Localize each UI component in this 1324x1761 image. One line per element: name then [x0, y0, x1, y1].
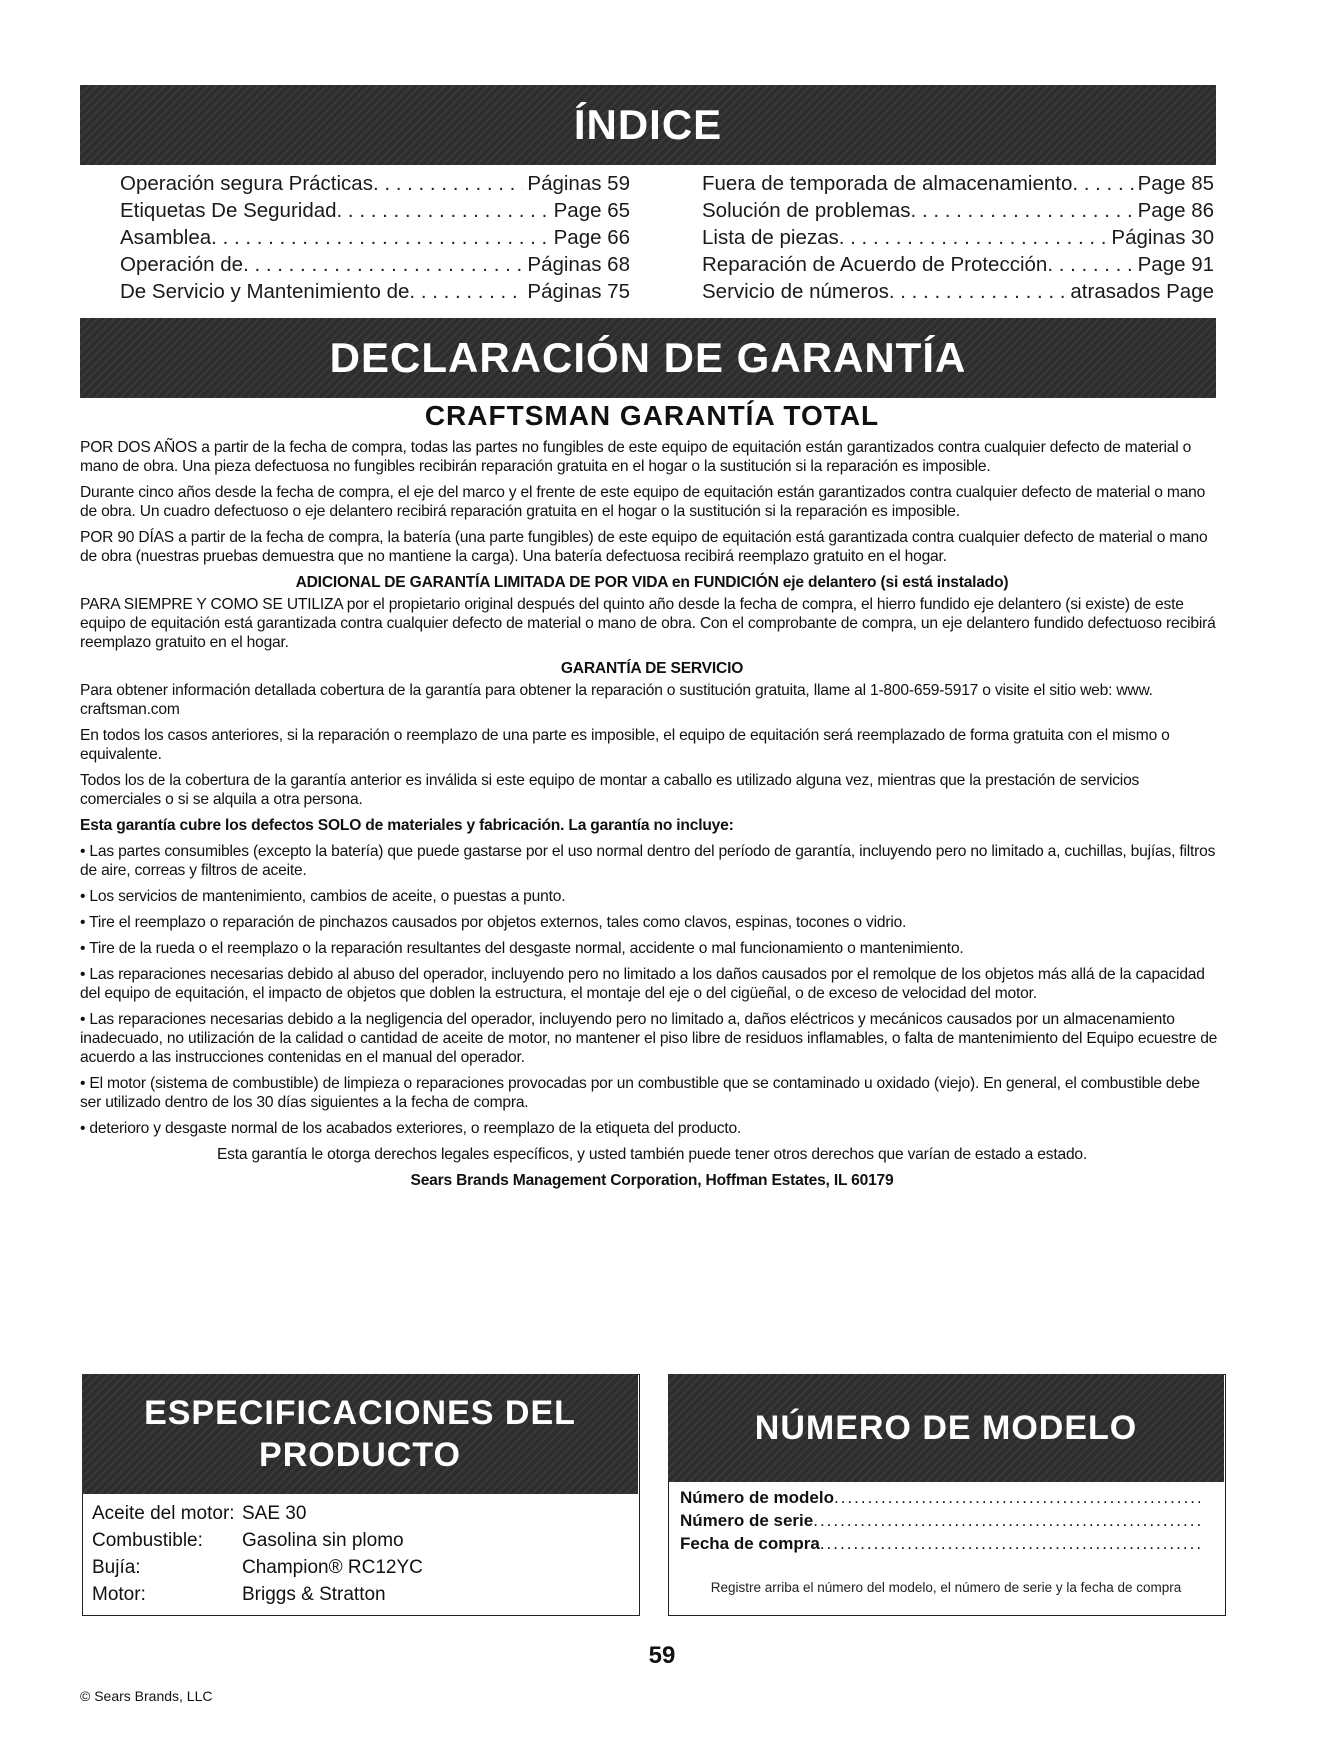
exclusion-item: • Las reparaciones necesarias debido al abuso del operador, incluyendo pero no limitado a los daños causados por el remolque de los objetos más allá de la capacidad del equipo de equitación, el impacto de objetos que doblen la estructura, el montaje del eje o del cigüeñal, o de exceso de velocidad del motor.	[80, 966, 1205, 1002]
exclusion-item: • Las partes consumibles (excepto la batería) que puede gastarse por el uso normal dentro del período de garantía, incluyendo pero no limitado a, cuchillas, bujías, filtros de aire, correas y filtros de aceite.	[80, 843, 1216, 879]
warranty-header: DECLARACIÓN DE GARANTÍA	[80, 318, 1216, 398]
specs-list	[92, 1500, 423, 1608]
service-warranty-heading: GARANTÍA DE SERVICIO	[560, 660, 744, 677]
lifetime-warranty-heading: ADICIONAL DE GARANTÍA LIMITADA DE POR VIDA en FUNDICIÓN eje delantero (si está instalado)	[295, 574, 1009, 591]
model-note: Registre arriba el número del modelo, el número de serie y la fecha de compra	[710, 1580, 1182, 1595]
toc-right-column	[702, 170, 1214, 305]
purchase-date-field: Fecha de compra .....	[680, 1532, 1200, 1555]
spec-row: Aceite del motor: SAE 30	[92, 1503, 307, 1524]
warranty-paragraph: Todos los de la cobertura de la garantía anterior es inválida si este equipo de montar a caballo es utilizado alguna vez, mientras que la prestación de servicios comerciales o si se alquila a otra persona.	[80, 772, 1140, 808]
company-address: Sears Brands Management Corporation, Hoffman Estates, IL 60179	[410, 1172, 894, 1189]
warranty-paragraph: PARA SIEMPRE Y COMO SE UTILIZA por el propietario original después del quinto año desde la fecha de compra, el hierro fundido eje delantero (si existe) de este equipo de equitación está garantizada contra cualquier defecto de material o mano de obra. Con el comprobante de compra, un eje delantero fundido defectuoso recibirá reemplazo gratuito en el hogar.	[80, 596, 1216, 651]
toc-entry: Servicio de números . . . atrasados Page	[702, 278, 1214, 305]
legal-rights-text: Esta garantía le otorga derechos legales específicos, y usted también puede tener otros derechos que varían de estado a estado.	[216, 1146, 1088, 1163]
warranty-paragraph: En todos los casos anteriores, si la reparación o reemplazo de una parte es imposible, el equipo de equitación será reemplazado de forma gratuita con el mismo o equivalente.	[80, 727, 1170, 763]
warranty-body	[80, 438, 1224, 1193]
warranty-title: CRAFTSMAN GARANTÍA TOTAL	[424, 400, 880, 431]
exclusion-item: • Tire de la rueda o el reemplazo o la reparación resultantes del desgaste normal, accidente o mal funcionamiento o mantenimiento.	[80, 940, 964, 957]
spec-row: Bujía: Champion® RC12YC	[92, 1557, 423, 1578]
copyright-footer: © Sears Brands, LLC	[80, 1688, 213, 1704]
model-header: NÚMERO DE MODELO	[668, 1374, 1224, 1482]
warranty-paragraph: Para obtener información detallada cobertura de la garantía para obtener la reparación o sustitución gratuita, llame al 1-800-659-5917 o visite el sitio web: www. craftsman.com	[80, 682, 1153, 718]
warranty-paragraph: Durante cinco años desde la fecha de compra, el eje del marco y el frente de este equipo de equitación están garantizados contra cualquier defecto de material o mano de obra. Un cuadro defectuoso o eje delantero recibirá reparación gratuita en el hogar o la sustitución si la reparación es imposible.	[80, 484, 1206, 520]
spec-row: Motor: Briggs & Stratton	[92, 1584, 386, 1605]
toc-entry: Operación segura Prácticas . . . Páginas 59	[120, 170, 630, 197]
toc-entry: De Servicio y Mantenimiento de . . . Páginas 75	[120, 278, 630, 305]
exclusion-item: • Las reparaciones necesarias debido a la negligencia del operador, incluyendo pero no limitado a, daños eléctricos y mecánicos causados por un almacenamiento inadecuado, no utilización de la calidad o cantidad de aceite de motor, no mantener el piso libre de residuos inflamables, o falta de mantenimiento del Equipo ecuestre de acuerdo a las instrucciones contenidas en el manual del operador.	[80, 1011, 1218, 1066]
exclusion-item: • Los servicios de mantenimiento, cambios de aceite, o puestas a punto.	[80, 888, 566, 905]
model-fields	[680, 1486, 1200, 1555]
indice-header: ÍNDICE	[80, 85, 1216, 165]
warranty-paragraph: POR DOS AÑOS a partir de la fecha de compra, todas las partes no fungibles de este equipo de equitación están garantizados contra cualquier defecto de material o mano de obra. Una pieza defectuosa no fungibles recibirán reparación gratuita en el hogar o la sustitución si la reparación es imposible.	[80, 439, 1192, 475]
spec-row: Combustible: Gasolina sin plomo	[92, 1530, 404, 1551]
toc-entry: Solución de problemas . . . Page 86	[702, 197, 1214, 224]
toc-left-column	[120, 170, 630, 305]
model-number-field: Número de modelo .....	[680, 1486, 1200, 1509]
toc-entry: Asamblea . . . Page 66	[120, 224, 630, 251]
toc-entry: Lista de piezas . . . Páginas 30	[702, 224, 1214, 251]
toc-entry: Etiquetas De Seguridad . . . Page 65	[120, 197, 630, 224]
toc-entry: Reparación de Acuerdo de Protección . . . Page 91	[702, 251, 1214, 278]
coverage-heading: Esta garantía cubre los defectos SOLO de materiales y fabricación. La garantía no incluye:	[80, 817, 734, 834]
warranty-paragraph: POR 90 DÍAS a partir de la fecha de compra, la batería (una parte fungibles) de este equipo de equitación está garantizada contra cualquier defecto de material o mano de obra (nuestras pruebas demuestra que no mantiene la carga). Una batería defectuosa recibirá reemplazo gratuito en el hogar.	[80, 529, 1208, 565]
exclusion-item: • deterioro y desgaste normal de los acabados exteriores, o reemplazo de la etiqueta del producto.	[80, 1120, 742, 1137]
toc-entry: Fuera de temporada de almacenamiento . . . Page 85	[702, 170, 1214, 197]
page-number: 59	[648, 1642, 676, 1669]
specs-header: ESPECIFICACIONES DEL PRODUCTO	[82, 1374, 638, 1494]
exclusion-item: • El motor (sistema de combustible) de limpieza o reparaciones provocadas por un combustible que se contaminado u oxidado (viejo). En general, el combustible debe ser utilizado dentro de los 30 días siguientes a la fecha de compra.	[80, 1075, 1200, 1111]
toc-entry: Operación de . . . Páginas 68	[120, 251, 630, 278]
serial-number-field: Número de serie .....	[680, 1509, 1200, 1532]
exclusion-item: • Tire el reemplazo o reparación de pinchazos causados por objetos externos, tales como clavos, espinas, tocones o vidrio.	[80, 914, 907, 931]
